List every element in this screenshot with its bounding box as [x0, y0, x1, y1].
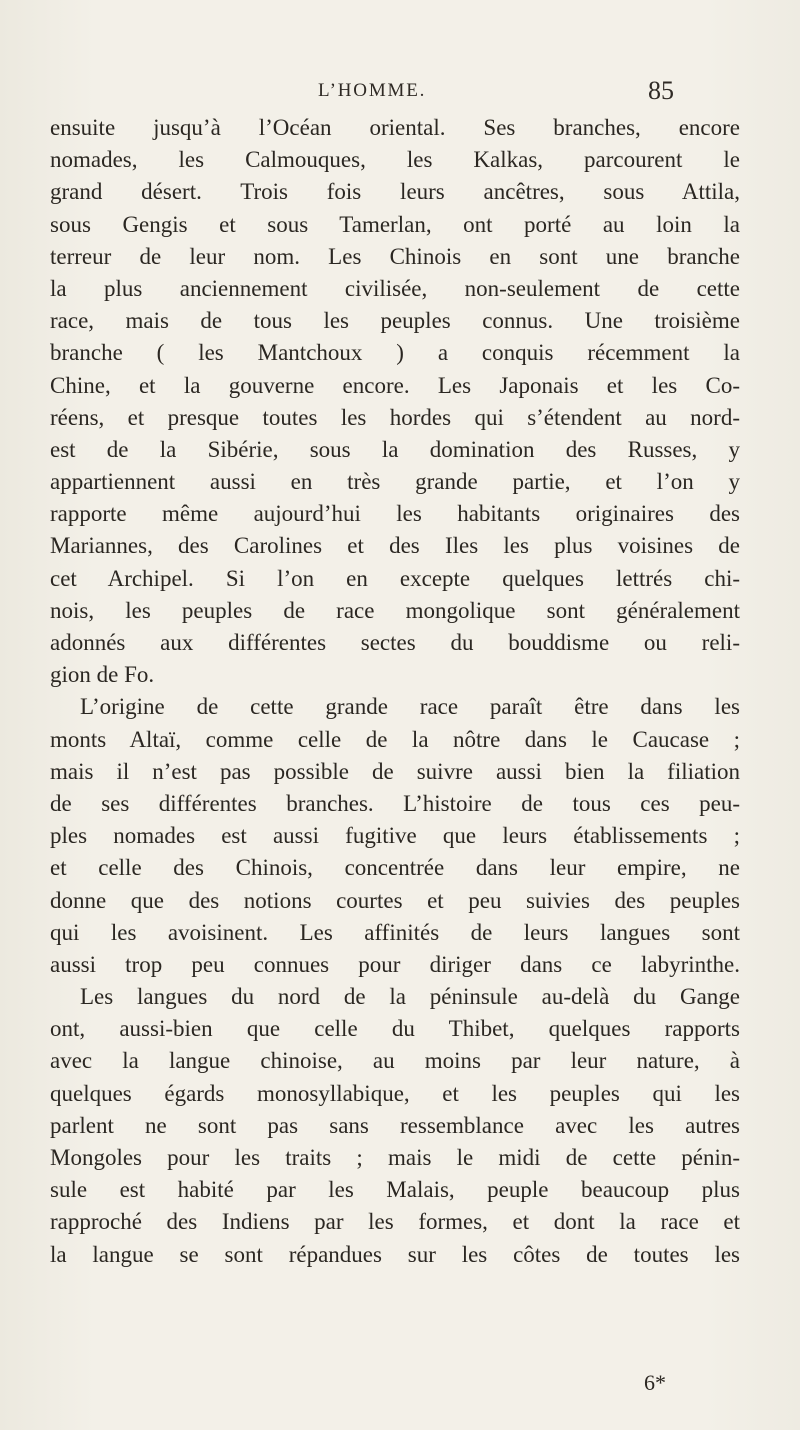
text-line: mais il n’est pas possible de suivre aussi bien la filiation	[50, 758, 740, 784]
text-line: adonnés aux différentes sectes du bouddisme ou reli-	[50, 630, 740, 655]
running-head	[0, 76, 800, 110]
text-line: ples nomades est aussi fugitive que leurs établissements ;	[50, 823, 740, 849]
text-line: aussi trop peu connues pour diriger dans ce labyrinthe.	[50, 951, 740, 977]
text-line: est de la Sibérie, sous la domination des Russes, y	[50, 436, 740, 462]
text-line: qui les avoisinent. Les affinités de leurs langues sont	[50, 919, 740, 945]
text-line: rapproché des Indiens par les formes, et dont la race et	[50, 1209, 740, 1235]
text-line: la langue se sont répandues sur les côtes de toutes les	[50, 1241, 740, 1267]
text-line: Mariannes, des Carolines et des Iles les plus voisines de	[50, 533, 740, 559]
text-line: ensuite jusqu’à l’Océan oriental. Ses branches, encore	[50, 115, 740, 140]
text-line: cet Archipel. Si l’on en excepte quelques lettrés chi-	[50, 565, 740, 591]
page-number: 85	[648, 76, 674, 105]
text-line: nomades, les Calmouques, les Kalkas, parcourent le	[50, 147, 740, 173]
text-line: avec la langue chinoise, au moins par leur nature, à	[50, 1048, 740, 1074]
text-line: terreur de leur nom. Les Chinois en sont une branche	[50, 243, 740, 269]
text-line: sous Gengis et sous Tamerlan, ont porté au loin la	[50, 211, 740, 237]
text-line: ont, aussi-bien que celle du Thibet, quelques rapports	[50, 1016, 740, 1042]
paragraph-first-line: Les langues du nord de la péninsule au-delà du Gange	[80, 984, 740, 1010]
text-line: et celle des Chinois, concentrée dans leur empire, ne	[50, 855, 740, 881]
text-line: réens, et presque toutes les hordes qui s’étendent au nord-	[50, 404, 740, 430]
text-line: Mongoles pour les traits ; mais le midi de cette pénin-	[50, 1145, 740, 1170]
text-line: quelques égards monosyllabique, et les peuples qui les	[50, 1080, 740, 1106]
text-line: appartiennent aussi en très grande partie, et l’on y	[50, 469, 740, 495]
text-line: branche ( les Mantchoux ) a conquis récemment la	[50, 340, 740, 366]
text-line: monts Altaï, comme celle de la nôtre dans le Caucase ;	[50, 726, 740, 752]
body-text	[50, 112, 740, 1271]
text-line: gion de Fo.	[50, 662, 155, 688]
text-line: nois, les peuples de race mongolique sont généralement	[50, 597, 740, 623]
text-line: grand désert. Trois fois leurs ancêtres, sous Attila,	[50, 179, 740, 205]
text-line: Chine, et la gouverne encore. Les Japonais et les Co-	[50, 372, 740, 398]
text-line: sule est habité par les Malais, peuple beaucoup plus	[50, 1177, 740, 1203]
paragraph-first-line: L’origine de cette grande race paraît être dans les	[80, 694, 740, 720]
text-line: de ses différentes branches. L’histoire de tous ces peu-	[50, 790, 740, 816]
running-title: L’HOMME.	[318, 80, 427, 101]
text-line: la plus anciennement civilisée, non-seulement de cette	[50, 275, 740, 301]
text-line: race, mais de tous les peuples connus. Une troisième	[50, 308, 740, 334]
signature-mark: 6*	[644, 1370, 666, 1395]
text-line: parlent ne sont pas sans ressemblance avec les autres	[50, 1112, 740, 1138]
text-line: rapporte même aujourd’hui les habitants originaires des	[50, 501, 740, 527]
text-line: donne que des notions courtes et peu suivies des peuples	[50, 887, 740, 913]
